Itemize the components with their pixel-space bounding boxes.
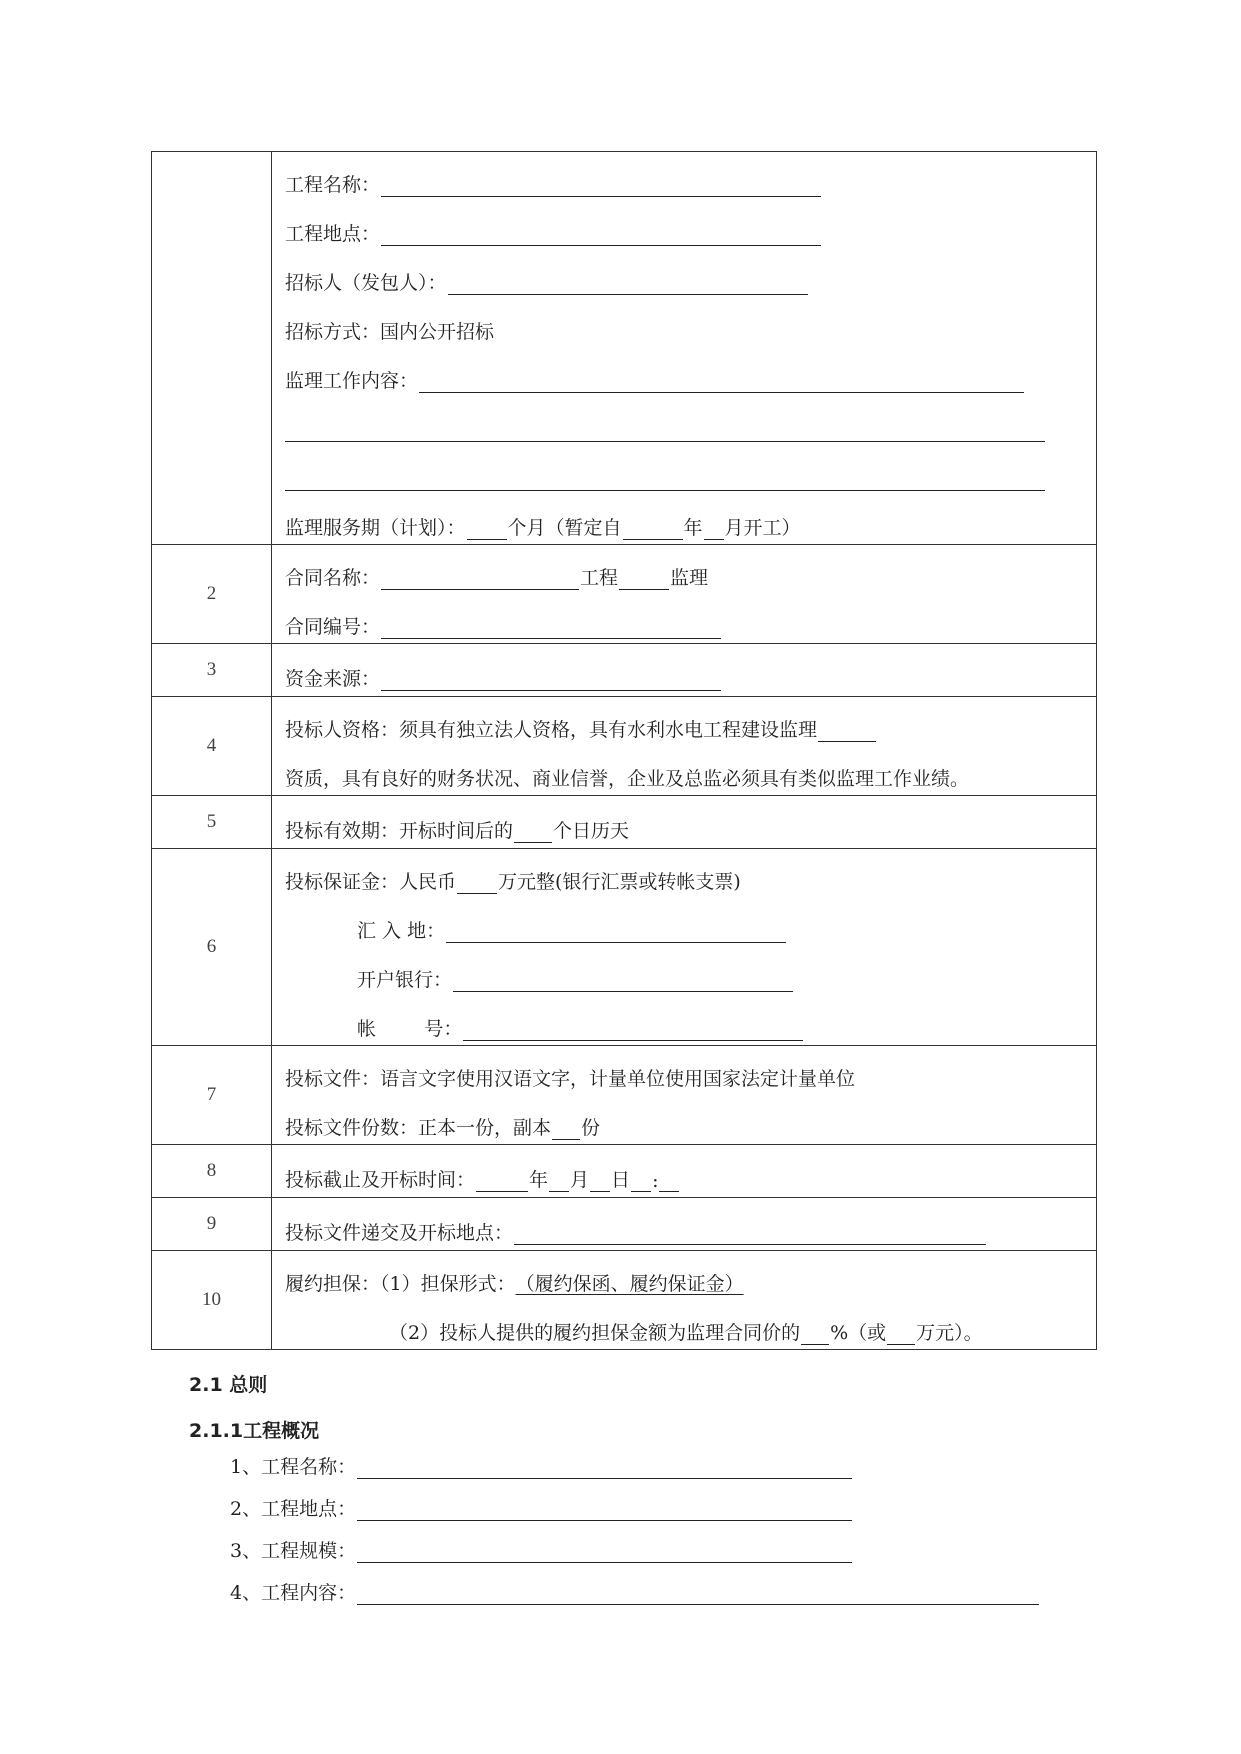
row-number: 7 [152, 1046, 272, 1145]
start-month-blank[interactable] [704, 519, 724, 540]
service-period-end: 月开工） [724, 517, 801, 539]
copies-line [285, 1095, 1096, 1144]
copies-end: 份 [581, 1117, 601, 1139]
remit-line [285, 898, 1096, 947]
start-year-blank[interactable] [623, 519, 683, 540]
table-row [152, 697, 1097, 796]
row-content [272, 849, 1097, 1046]
row-content [272, 1046, 1097, 1145]
row-content [272, 697, 1097, 796]
validity-end: 个日历天 [553, 819, 630, 842]
work-content-label: 监理工作内容： [285, 370, 419, 392]
overview-item-blank[interactable] [357, 1584, 1039, 1605]
service-period-line [285, 495, 1096, 544]
language-text: 投标文件：语言文字使用汉语文字，计量单位使用国家法定计量单位 [285, 1068, 856, 1090]
deadline-month-blank[interactable] [549, 1171, 569, 1192]
validity-days-blank[interactable] [514, 822, 552, 843]
account-blank[interactable] [463, 1020, 803, 1041]
qualification-text-1: 投标人资格：须具有独立法人资格，具有水利水电工程建设监理 [285, 719, 818, 741]
tender-info-table [151, 151, 1097, 1350]
project-location-blank[interactable] [381, 225, 821, 246]
language-line [285, 1046, 1096, 1095]
table-row [152, 545, 1097, 644]
overview-item-project-name [230, 1452, 853, 1479]
work-content-blank[interactable] [419, 372, 1024, 393]
deadline-day: 日 [611, 1168, 631, 1191]
bank-label: 开户银行： [357, 969, 453, 991]
guarantee-wan-blank[interactable] [887, 1324, 915, 1345]
submit-location-blank[interactable] [514, 1224, 986, 1245]
contract-no-label: 合同编号： [285, 616, 381, 638]
deadline-label: 投标截止及开标时间： [285, 1168, 476, 1191]
months-blank[interactable] [467, 519, 507, 540]
table-row [152, 1145, 1097, 1198]
row-number: 8 [152, 1145, 272, 1198]
project-location-line [285, 201, 1096, 250]
contract-name-label: 合同名称： [285, 567, 381, 589]
remit-blank[interactable] [446, 922, 786, 943]
table-row [152, 152, 1097, 545]
row-content [272, 1198, 1097, 1251]
copies-label: 投标文件份数：正本一份，副本 [285, 1117, 552, 1139]
guarantee-amount-line [285, 1300, 1096, 1349]
overview-item-label: 3、工程规模： [230, 1540, 357, 1562]
table-row [152, 644, 1097, 697]
bank-blank[interactable] [453, 971, 793, 992]
qualification-line-1 [285, 697, 1096, 746]
deadline-line [285, 1147, 1096, 1196]
section-heading-2-1: 2.1 总则 [189, 1374, 268, 1396]
deadline-colon: : [652, 1169, 659, 1192]
overview-item-label: 2、工程地点： [230, 1498, 357, 1520]
contract-name-mid: 工程 [580, 567, 619, 589]
deadline-day-blank[interactable] [590, 1171, 610, 1192]
work-content-blank-2[interactable] [285, 421, 1045, 442]
validity-line [285, 798, 1096, 847]
guarantee-form: （履约保函、履约保证金） [515, 1273, 744, 1295]
row-number: 6 [152, 849, 272, 1046]
qualification-grade-blank[interactable] [818, 721, 876, 742]
row-content [272, 152, 1097, 545]
row-content [272, 545, 1097, 644]
table-row [152, 849, 1097, 1046]
row-number [152, 152, 272, 545]
contract-type-blank[interactable] [619, 569, 669, 590]
funding-blank[interactable] [381, 670, 721, 691]
row-content [272, 1251, 1097, 1350]
section-heading-2-1-1: 2.1.1工程概况 [189, 1420, 320, 1442]
project-name-line [285, 152, 1096, 201]
work-content-line-2 [285, 397, 1096, 446]
deadline-year-blank[interactable] [476, 1171, 528, 1192]
tender-method-line [285, 299, 1096, 348]
submit-location-line [285, 1200, 1096, 1249]
overview-item-label: 4、工程内容： [230, 1582, 357, 1604]
remit-label: 汇 入 地： [357, 920, 446, 942]
deadline-minute-blank[interactable] [659, 1171, 679, 1192]
overview-item-blank[interactable] [357, 1458, 852, 1479]
row-number: 9 [152, 1198, 272, 1251]
project-name-label: 工程名称： [285, 174, 381, 196]
row-number: 3 [152, 644, 272, 697]
copies-blank[interactable] [552, 1119, 580, 1140]
service-period-label: 监理服务期（计划）： [285, 517, 466, 539]
deadline-year: 年 [529, 1168, 549, 1191]
deadline-month: 月 [570, 1168, 590, 1191]
row-content [272, 1145, 1097, 1198]
table-row [152, 1046, 1097, 1145]
guarantee-form-line [285, 1251, 1096, 1300]
overview-item-blank[interactable] [357, 1500, 852, 1521]
guarantee-amount-label: （2）投标人提供的履约担保金额为监理合同价的 [389, 1322, 801, 1344]
funding-label: 资金来源： [285, 667, 381, 690]
contract-name-line [285, 545, 1096, 594]
validity-label: 投标有效期：开标时间后的 [285, 819, 514, 842]
contract-name-end: 监理 [670, 567, 709, 589]
tender-method-label: 招标方式： [285, 321, 381, 343]
overview-item-project-scale [230, 1536, 853, 1563]
row-content [272, 644, 1097, 697]
deadline-hour-blank[interactable] [631, 1171, 651, 1192]
row-number: 10 [152, 1251, 272, 1350]
tenderer-label: 招标人（发包人）： [285, 272, 447, 294]
bond-end: 万元整(银行汇票或转帐支票) [498, 871, 741, 893]
project-location-label: 工程地点： [285, 223, 381, 245]
account-line [285, 996, 1096, 1045]
tender-method-value: 国内公开招标 [380, 321, 495, 343]
qualification-line-2 [285, 746, 1096, 795]
service-period-year: 年 [683, 517, 703, 539]
guarantee-percent-blank[interactable] [801, 1324, 829, 1345]
contract-name-blank[interactable] [381, 569, 579, 590]
work-content-blank-3[interactable] [285, 470, 1045, 491]
bond-line [285, 849, 1096, 898]
contract-no-line [285, 594, 1096, 643]
submit-location-label: 投标文件递交及开标地点： [285, 1221, 514, 1244]
table-row [152, 796, 1097, 849]
account-label: 帐 号： [357, 1018, 463, 1040]
row-number: 5 [152, 796, 272, 849]
funding-line [285, 646, 1096, 695]
overview-item-blank[interactable] [357, 1542, 852, 1563]
work-content-line [285, 348, 1096, 397]
work-content-line-3 [285, 446, 1096, 495]
guarantee-label: 履约担保：（1）担保形式： [285, 1273, 516, 1295]
row-content [272, 796, 1097, 849]
table-row [152, 1251, 1097, 1350]
project-name-blank[interactable] [381, 176, 821, 197]
service-period-months: 个月（暂定自 [507, 517, 622, 539]
overview-item-project-content [230, 1578, 1040, 1605]
tenderer-blank[interactable] [448, 274, 808, 295]
row-number: 4 [152, 697, 272, 796]
guarantee-percent: %（或 [830, 1322, 887, 1344]
bank-line [285, 947, 1096, 996]
row-number: 2 [152, 545, 272, 644]
overview-item-label: 1、工程名称： [230, 1456, 357, 1478]
overview-item-project-location [230, 1494, 853, 1521]
qualification-text-2: 资质，具有良好的财务状况、商业信誉，企业及总监必须具有类似监理工作业绩。 [285, 768, 970, 790]
bond-amount-blank[interactable] [457, 873, 497, 894]
contract-no-blank[interactable] [381, 618, 721, 639]
tenderer-line [285, 250, 1096, 299]
table-row [152, 1198, 1097, 1251]
bond-label: 投标保证金：人民币 [285, 871, 457, 893]
guarantee-wan: 万元）。 [916, 1322, 983, 1344]
